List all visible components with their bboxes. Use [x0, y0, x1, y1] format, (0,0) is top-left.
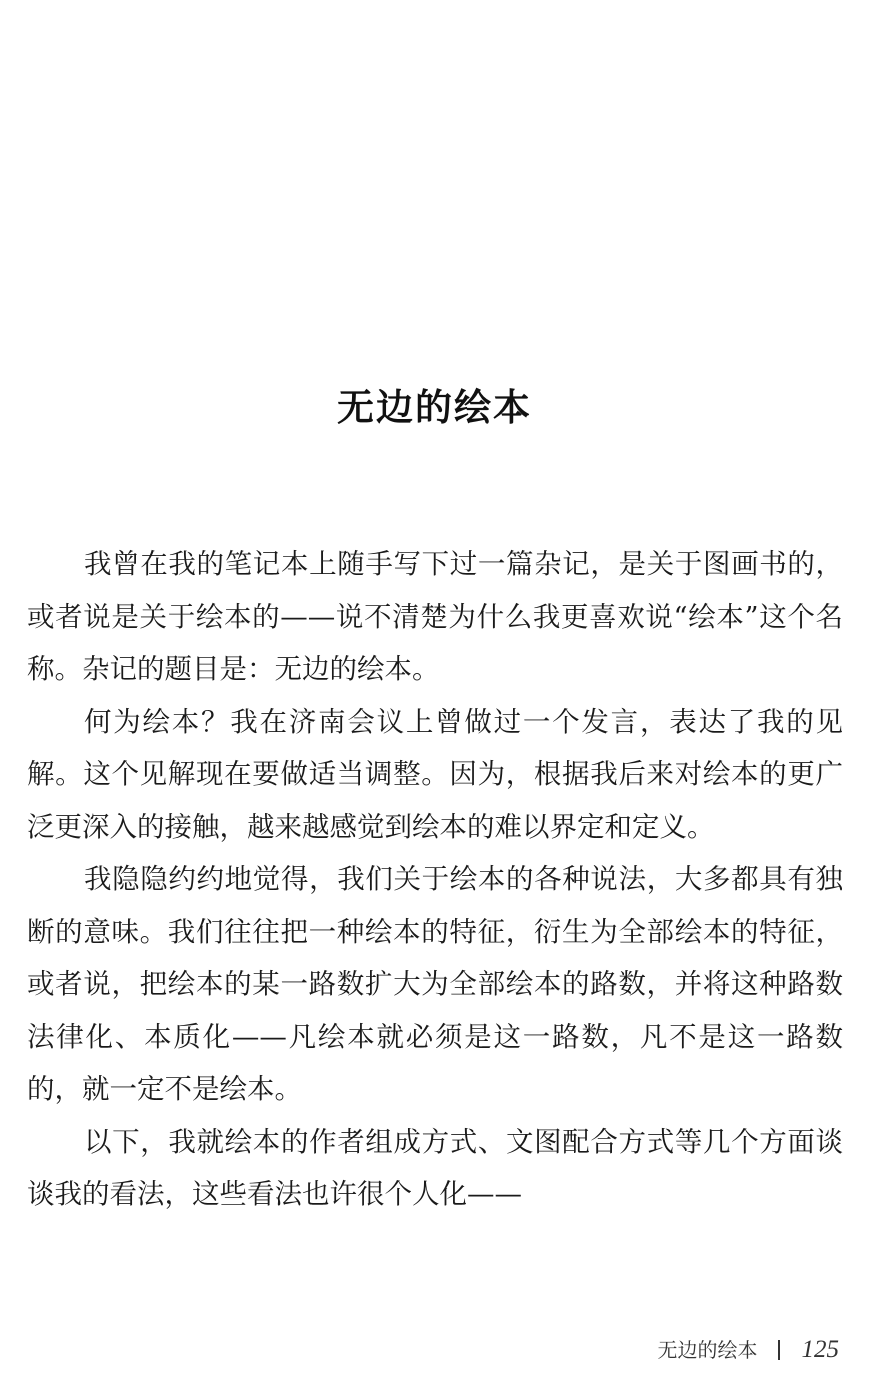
paragraph: 何为绘本？我在济南会议上曾做过一个发言，表达了我的见解。这个见解现在要做适当调整。因为，根据我后来对绘本的更广泛更深入的接触，越来越感觉到绘本的难以界定和定义。: [27, 705, 843, 843]
paragraph: 我隐隐约约地觉得，我们关于绘本的各种说法，大多都具有独断的意味。我们往往把一种绘本的特征，衍生为全部绘本的特征，或者说，把绘本的某一路数扩大为全部绘本的路数，并将这种路数法律化、本质化——凡绘本就必须是这一路数，凡不是这一路数的，就一定不是绘本。: [27, 863, 843, 1105]
page-footer: [658, 1330, 840, 1370]
running-head: 无边的绘本: [657, 1338, 758, 1362]
chapter-title: 无边的绘本: [337, 386, 532, 429]
paragraph: 我曾在我的笔记本上随手写下过一篇杂记，是关于图画书的，或者说是关于绘本的——说不清楚为什么我更喜欢说“绘本”这个名称。杂记的题目是：无边的绘本。: [27, 548, 843, 685]
footer-divider: [778, 1340, 780, 1360]
paragraph: 以下，我就绘本的作者组成方式、文图配合方式等几个方面谈谈我的看法，这些看法也许很个人化——: [27, 1125, 843, 1210]
page-number: 125: [801, 1336, 839, 1363]
body-text: [27, 538, 843, 1221]
